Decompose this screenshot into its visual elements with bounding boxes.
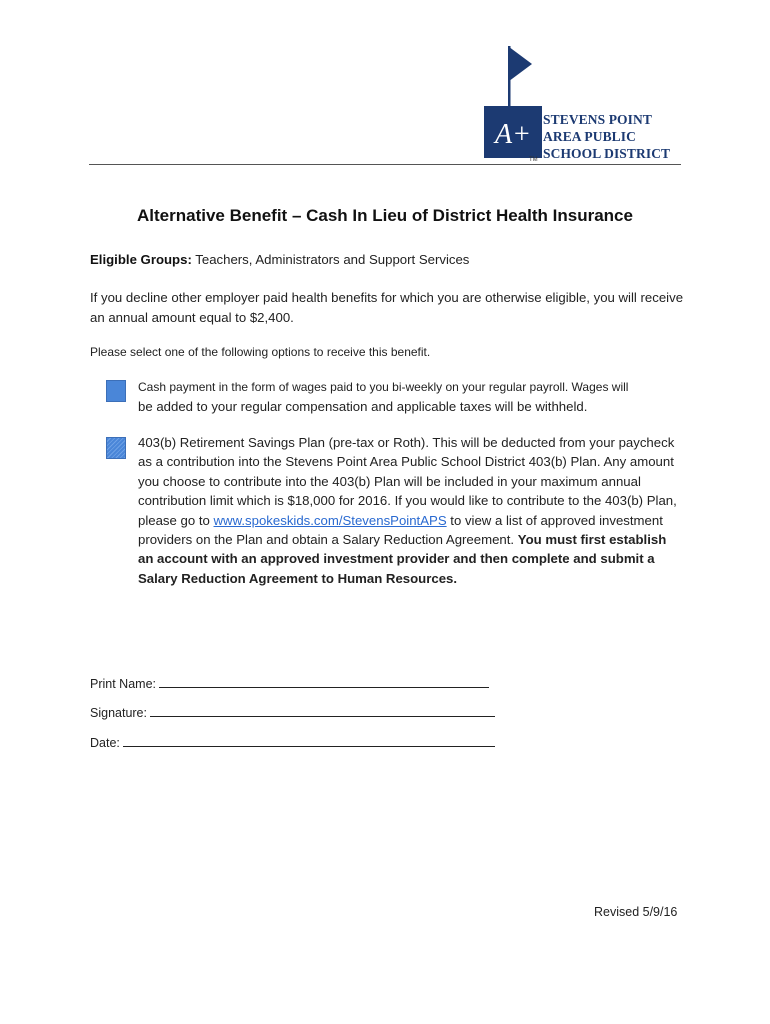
print-name-field[interactable] <box>159 674 489 688</box>
select-prompt: Please select one of the following options to receive this benefit. <box>90 345 431 359</box>
intro-paragraph: If you decline other employer paid health benefits for which you are otherwise eligible, you will receive an annual amount equal to $2,400. <box>90 290 684 325</box>
logo-line-3: SCHOOL DISTRICT <box>543 146 671 161</box>
document-title: Alternative Benefit – Cash In Lieu of District Health Insurance <box>137 206 633 225</box>
cash-payment-line-2: be added to your regular compensation and applicable taxes will be withheld. <box>138 399 588 415</box>
district-logo <box>484 46 684 171</box>
eligible-groups <box>90 250 690 270</box>
flag-logo-icon <box>484 46 544 158</box>
logo-line-2: AREA PUBLIC <box>543 129 636 144</box>
signature-label: Signature: <box>90 706 151 720</box>
date-label: Date: <box>90 736 124 750</box>
logo-line-1: STEVENS POINT <box>543 112 652 127</box>
signature-row <box>90 703 495 720</box>
print-name-row <box>90 674 489 691</box>
cash-payment-text <box>138 378 684 417</box>
403b-plan-checkbox[interactable] <box>106 437 126 459</box>
403b-text-before-link: 403(b) Retirement Savings Plan (pre-tax or Roth). This will be deducted from your paycheck as a contribution into the Stevens Point Area Public School District 403(b) Plan. Any amount you choose to contribute into the 403(b) Plan will be included in your maximum annual contribution limit which is $18,000 for 2016. If you would like to contribute to the 403(b) Plan, please go to <box>138 435 677 528</box>
spokeskids-link[interactable]: www.spokeskids.com/StevensPointAPS <box>213 512 447 528</box>
403b-plan-text <box>138 433 684 588</box>
cash-payment-checkbox[interactable] <box>106 380 126 402</box>
header-divider <box>89 164 681 165</box>
logo-wordmark <box>543 111 670 162</box>
logo-mark-text: A+ <box>495 119 531 150</box>
print-name-label: Print Name: <box>90 677 160 691</box>
eligible-groups-value: Teachers, Administrators and Support Services <box>191 252 470 267</box>
trademark-mark: TM <box>529 157 538 163</box>
signature-field[interactable] <box>150 703 495 717</box>
revision-date: Revised 5/9/16 <box>594 905 678 919</box>
cash-payment-line-1: Cash payment in the form of wages paid to you bi-weekly on your regular payroll. Wages will <box>138 380 629 394</box>
eligible-groups-label: Eligible Groups: <box>90 252 192 267</box>
403b-text-after-link: to view a list of approved investment providers on the Plan and obtain a Salary Reduction Agreement. <box>138 512 663 548</box>
date-field[interactable] <box>123 733 495 747</box>
403b-bold-instruction: You must first establish an account with an approved investment provider and then complete and submit a Salary Reduction Agreement to Human Resources. <box>138 532 667 586</box>
date-row <box>90 733 495 750</box>
